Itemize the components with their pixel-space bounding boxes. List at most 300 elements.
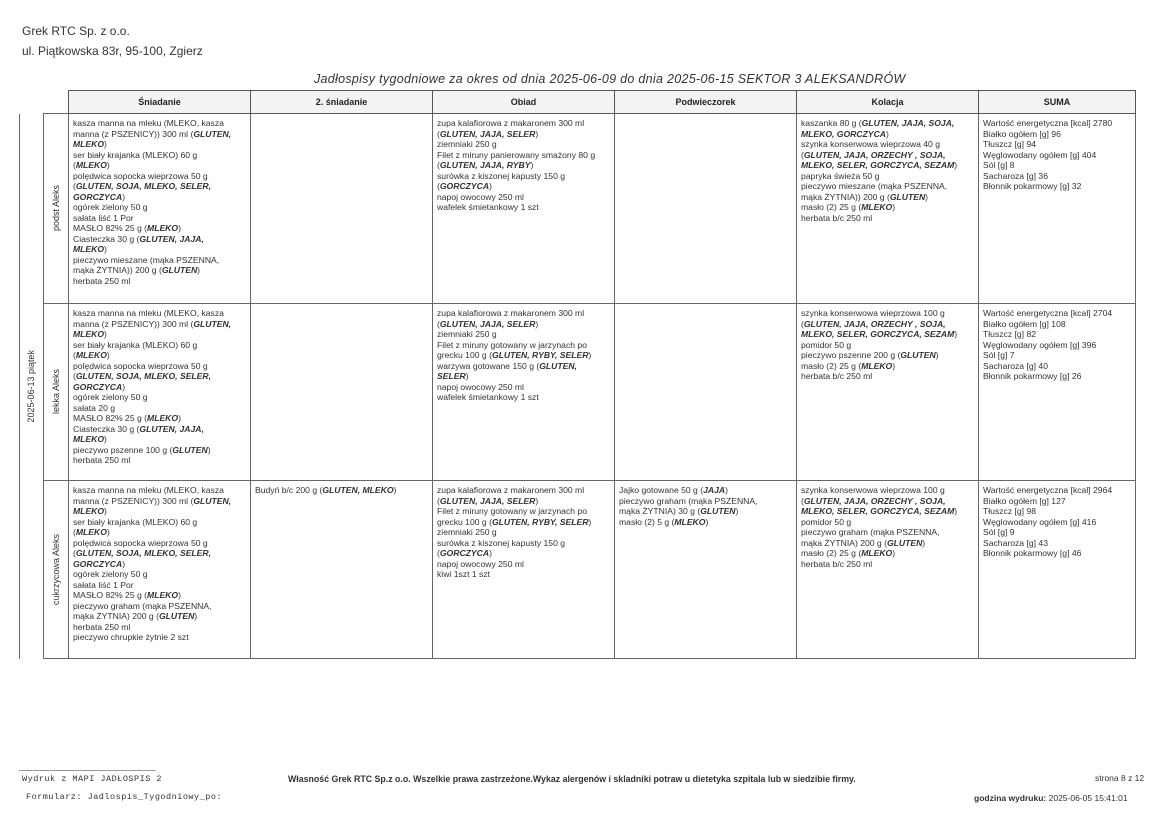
breakfast-cell [69,481,251,659]
menu-line [983,160,1131,171]
menu-line [73,361,246,372]
allergen-text: MLEKO, SELER, GORCZYCA, SEZAM [801,329,955,339]
item-text: sałata liść 1 Por [73,579,134,590]
item-text: ( [437,181,440,191]
menu-line [437,485,610,496]
menu-line [983,308,1131,319]
item-text: Białko ogółem [g] 127 [983,495,1066,506]
sum-cell [979,481,1136,659]
menu-line [983,171,1131,182]
item-text: kiwi 1szt 1 szt [437,569,491,579]
menu-line [73,213,246,224]
item-text: ) [735,506,739,516]
item-text: grecku 100 g ( [437,516,492,527]
item-text: Białko ogółem [g] 108 [983,318,1066,329]
allergen-text: MLEKO [73,506,105,516]
item-text: ( [437,318,440,329]
item-text: surówka z kiszonej kapusty 150 g [437,170,566,181]
item-text: mąka ŻYTNIA)) 200 g ( [73,265,162,275]
item-text: ) [725,485,728,495]
menu-line [73,403,246,414]
item-text: szynka konserwowa wieprzowa 100 g [801,485,945,495]
menu-line [73,139,246,150]
menu-line [73,255,246,266]
allergen-text: GLUTEN, JAJA, SELER [439,128,536,139]
menu-line [73,485,246,496]
item-text: Sacharoza [g] 40 [983,360,1048,371]
item-text: pieczywo graham (mąka PSZENNA, [801,527,940,537]
item-text: grecku 100 g ( [437,350,492,360]
menu-line [801,150,974,161]
item-text: ) [892,360,896,371]
item-text: ) [925,191,929,202]
menu-line [801,517,974,528]
item-text: Filet z miruny gotowany w jarzynach po [437,339,587,350]
menu-line [983,538,1131,549]
menu-line [73,129,246,140]
menu-line [437,329,610,340]
menu-line [983,548,1131,559]
item-text: polędwica sopocka wieprzowa 50 g [73,170,208,181]
item-text: pomidor 50 g [801,339,852,350]
footer-printout: Wydruk z MAPI JADŁOSPIS 2 [22,774,163,784]
item-text: napoj owocowy 250 ml [437,558,524,569]
item-text: ) [885,128,889,139]
menu-line [73,160,246,171]
second-breakfast-cell [251,481,433,659]
menu-line [73,527,246,538]
menu-line [437,139,610,150]
menu-line [983,181,1131,192]
item-text: mąka ŻYTNIA) 200 g ( [73,611,159,621]
menu-line [437,527,610,538]
item-text: ) [705,516,709,527]
item-text: ) [489,548,492,558]
menu-line [73,234,246,245]
menu-line [73,244,246,255]
diet-name-cell [44,114,69,304]
allergen-text: MLEKO [147,413,179,423]
allergen-text: GLUTEN [158,611,195,621]
menu-line [801,160,974,171]
menu-line [73,622,246,633]
item-text: masło (2) 25 g ( [801,360,862,371]
snack-cell [615,304,797,481]
print-time-value: 2025-06-05 15:41:01 [1048,793,1128,803]
allergen-text: GLUTEN, [193,128,232,139]
allergen-text: GLUTEN, [193,318,232,329]
item-text: Węglowodany ogółem [g] 404 [983,149,1097,160]
menu-line [437,118,610,129]
lunch-cell [433,481,615,659]
menu-line [73,445,246,456]
allergen-text: GLUTEN [700,506,736,516]
allergen-text: GLUTEN [161,265,198,275]
item-text: herbata 250 ml [73,455,131,465]
item-text: napoj owocowy 250 ml [437,191,524,202]
date-cell [20,114,44,659]
menu-line [983,496,1131,507]
footer-notice: Własność Grek RTC Sp.z o.o. Wszelkie prawa zastrzeżone.Wykaz alergenów i skladniki potraw u dietetyka szpitala lub w siedzibie firmy. [288,774,856,784]
menu-line [983,329,1131,340]
allergen-text: MLEKO [861,202,893,212]
item-text: masło (2) 25 g ( [801,202,862,212]
menu-line [437,129,610,140]
lunch-cell [433,304,615,481]
menu-line [619,506,792,517]
menu-line [983,118,1131,129]
allergen-text: MLEKO, SELER, GORCZYCA, SEZAM [801,160,955,170]
allergen-text: GLUTEN [172,444,208,455]
item-text: ( [437,548,440,558]
snack-cell [615,114,797,304]
allergen-text: GLUTEN, JAJA, SELER [439,318,536,329]
menu-line [73,548,246,559]
column-header-dinner: Kolacja [797,91,979,114]
menu-line [619,496,792,507]
item-text: pieczywo pszenne 100 g ( [73,444,173,455]
menu-line [983,506,1131,517]
item-text: ( [73,371,76,381]
allergen-text: GORCZYCA [439,181,490,191]
allergen-text: GLUTEN, JAJA, SELER [439,495,536,506]
allergen-text: GORCZYCA [439,548,490,558]
item-text: Sacharoza [g] 36 [983,170,1048,181]
company-address: ul. Piątkowska 83r, 95-100, Zgierz [22,44,203,58]
allergen-text: MLEKO [147,223,179,233]
menu-line [801,527,974,538]
menu-line [801,118,974,129]
item-text: Tłuszcz [g] 82 [983,329,1037,339]
menu-line [801,192,974,203]
item-text: ) [122,558,126,569]
menu-line [437,559,610,570]
item-text: ( [73,350,76,360]
allergen-text: MLEKO [73,244,105,254]
allergen-text: GLUTEN, SOJA, MLEKO, SELER, [75,181,211,191]
item-text: polędwica sopocka wieprzowa 50 g [73,537,208,548]
item-text: ser biały krajanka (MLEKO) 60 g [73,149,198,160]
menu-line [801,506,974,517]
menu-line [73,455,246,466]
menu-line [437,496,610,507]
allergen-text: GLUTEN, RYBY, SELER [491,350,589,360]
item-text: MASŁO 82% 25 g ( [73,590,148,600]
item-text: Ciasteczka 30 g ( [73,423,140,434]
menu-line [983,517,1131,528]
item-text: mąka ŻYTNIA) 200 g ( [801,537,887,548]
menu-line [437,202,610,213]
item-text: ( [801,495,804,506]
allergen-text: GLUTEN, RYBY, SELER [491,516,589,527]
item-text: kasza manna na mleku (MLEKO, kasza [73,485,224,495]
menu-line [801,213,974,224]
item-text: Błonnik pokarmowy [g] 32 [983,181,1082,191]
allergen-text: MLEKO [861,360,893,371]
item-text: pieczywo mieszane (mąka PSZENNA, [801,181,948,191]
item-text: pieczywo graham (mąka PSZENNA, [73,600,212,611]
menu-line [801,496,974,507]
menu-line [437,308,610,319]
menu-line [437,392,610,403]
item-text: ) [106,160,110,170]
menu-line [983,371,1131,382]
menu-line [73,434,246,445]
item-text: kaszanka 80 g ( [801,118,862,128]
item-text: MASŁO 82% 25 g ( [73,223,148,233]
item-text: Tłuszcz [g] 98 [983,506,1037,516]
allergen-text: MLEKO [75,160,107,170]
allergen-text: MLEKO [75,527,107,537]
item-text: MASŁO 82% 25 g ( [73,413,148,423]
allergen-text: GLUTEN, JAJA, ORZECHY , SOJA, [803,495,946,506]
menu-line [437,181,610,192]
item-text: Sól [g] 7 [983,350,1015,360]
item-text: manna (z PSZENICY)) 300 ml ( [73,318,194,329]
diet-name: cukrzycowa Aleks [50,533,61,606]
breakfast-cell [69,114,251,304]
item-text: ) [106,350,110,360]
menu-line [437,538,610,549]
item-text: ) [122,381,126,392]
allergen-text: GLUTEN, SOJA, MLEKO, SELER, [75,371,211,381]
menu-line [73,506,246,517]
item-text: ( [73,181,76,191]
menu-line [801,202,974,213]
menu-line [73,371,246,382]
item-text: surówka z kiszonej kapusty 150 g [437,537,566,548]
item-text: zupa kalafiorowa z makaronem 300 ml [437,485,585,495]
item-text: ) [935,350,939,360]
menu-line [73,192,246,203]
item-text: Węglowodany ogółem [g] 416 [983,516,1097,527]
menu-line [801,171,974,182]
page-number: strona 8 z 12 [1095,773,1145,783]
item-text: napoj owocowy 250 ml [437,381,524,392]
item-text: ) [106,527,110,537]
menu-line [801,350,974,361]
item-text: zupa kalafiorowa z makaronem 300 ml [437,308,585,318]
item-text: ) [104,329,107,339]
menu-line [437,171,610,182]
item-text: sałata liść 1 Por [73,212,134,223]
menu-line [437,350,610,361]
allergen-text: GLUTEN, JAJA, [139,423,204,434]
item-text: wafelek śmietankowy 1 szt [437,392,539,402]
allergen-text: MLEKO, GORCZYCA [801,128,886,139]
item-text: ) [178,590,181,600]
dinner-cell [797,304,979,481]
menu-line [801,371,974,382]
item-text: ser biały krajanka (MLEKO) 60 g [73,339,198,350]
page-title: Jadłospisy tygodniowe za okres od dnia 2025-06-09 do dnia 2025-06-15 SEKTOR 3 ALEKSANDRÓW [314,72,906,86]
menu-line [801,139,974,150]
menu-line [801,319,974,330]
item-text: masło (2) 5 g ( [619,516,675,527]
item-text: Wartość energetyczna [kcal] 2964 [983,485,1113,495]
menu-line [73,319,246,330]
allergen-text: GLUTEN [889,191,926,202]
item-text: ( [437,160,440,170]
item-text: Węglowodany ogółem [g] 396 [983,339,1097,350]
menu-line [73,601,246,612]
menu-line [437,517,610,528]
allergen-text: SELER [437,371,466,381]
item-text: ) [535,495,539,506]
item-text: manna (z PSZENICY)) 300 ml ( [73,495,194,506]
menu-line [983,527,1131,538]
item-text: sałata 20 g [73,402,116,413]
item-text: Sacharoza [g] 43 [983,537,1048,548]
allergen-text: MLEKO [147,590,179,600]
item-text: ) [393,485,397,495]
allergen-text: GLUTEN, JAJA, ORZECHY , SOJA, [803,149,946,160]
item-text: polędwica sopocka wieprzowa 50 g [73,360,208,371]
menu-line [437,569,610,580]
item-text: pieczywo pszenne 200 g ( [801,350,901,360]
item-text: Jajko gotowane 50 g ( [619,485,704,495]
item-text: herbata 250 ml [73,621,131,632]
menu-line [437,150,610,161]
menu-line [73,223,246,234]
item-text: ) [588,350,592,360]
column-header-lunch: Obiad [433,91,615,114]
diet-name-cell [44,304,69,481]
item-text: ) [104,139,107,149]
item-text: Budyń b/c 200 g ( [255,485,323,495]
item-text: kasza manna na mleku (MLEKO, kasza [73,118,224,128]
allergen-text: MLEKO [75,350,107,360]
diet-row [20,481,1136,659]
item-text: ) [922,537,926,548]
menu-line [73,265,246,276]
allergen-text: GLUTEN [886,537,923,548]
allergen-text: MLEKO [73,329,105,339]
column-header-sum: SUMA [979,91,1136,114]
menu-line [73,350,246,361]
menu-line [983,350,1131,361]
menu-line [437,160,610,171]
diet-name: lekka Aleks [50,369,61,415]
menu-line [73,559,246,570]
menu-line [73,496,246,507]
item-text: ziemniaki 250 g [437,139,497,149]
menu-line [73,382,246,393]
item-text: wafelek śmietankowy 1 szt [437,202,539,212]
item-text: herbata b/c 250 ml [801,212,873,223]
second-breakfast-cell [251,304,433,481]
menu-line [983,340,1131,351]
item-text: papryka świeża 50 g [801,170,880,181]
item-text: ) [954,329,958,339]
company-name: Grek RTC Sp. z o.o. [22,24,130,38]
item-text: ( [437,128,440,139]
allergen-text: GLUTEN, [193,495,232,506]
menu-line [73,424,246,435]
item-text: pieczywo graham (mąka PSZENNA, [619,495,758,506]
item-text: Sól [g] 8 [983,160,1015,170]
menu-line [73,118,246,129]
menu-line [801,361,974,372]
item-text: ) [489,181,492,191]
item-text: pieczywo mieszane (mąka PSZENNA, [73,254,220,265]
item-text: ) [892,548,896,558]
column-header-second-breakfast: 2. śniadanie [251,91,433,114]
diet-row [20,304,1136,481]
footer-rule [19,770,156,771]
item-text: pomidor 50 g [801,516,852,527]
menu-line [983,150,1131,161]
diet-name-cell [44,481,69,659]
allergen-text: MLEKO [674,516,706,527]
menu-line [801,340,974,351]
menu-line [983,139,1131,150]
header-row [20,91,1136,114]
menu-line [437,319,610,330]
item-text: ) [104,506,107,516]
menu-line [73,538,246,549]
item-text: Sól [g] 9 [983,527,1015,537]
allergen-text: GLUTEN, JAJA, ORZECHY , SOJA, [803,318,946,329]
footer-form: Formularz: Jadlospis_Tygodniowy_po: [26,792,223,802]
menu-table [19,90,1136,659]
item-text: zupa kalafiorowa z makaronem 300 ml [437,118,585,128]
snack-cell [615,481,797,659]
item-text: ) [104,244,107,254]
allergen-text: MLEKO [861,548,893,558]
menu-line [437,371,610,382]
allergen-text: GLUTEN, SOJA, MLEKO, SELER, [75,548,211,558]
sum-cell [979,114,1136,304]
item-text: ziemniaki 250 g [437,527,497,537]
allergen-text: MLEKO [73,434,105,444]
item-text: ( [73,160,76,170]
menu-line [983,129,1131,140]
item-text: Ciasteczka 30 g ( [73,233,140,244]
allergen-text: GLUTEN, JAJA, SOJA, [861,118,955,128]
item-text: Filet z miruny panierowany smażony 80 g [437,149,596,160]
print-time [974,793,1128,803]
menu-line [73,329,246,340]
menu-line [73,181,246,192]
allergen-text: GLUTEN, JAJA, [139,233,204,244]
item-text: ) [465,371,469,381]
menu-line [73,569,246,580]
item-text: Filet z miruny gotowany w jarzynach po [437,506,587,516]
item-text: ) [122,191,126,202]
item-text: mąka ŻYTNIA) 30 g ( [619,506,701,516]
item-text: ( [437,495,440,506]
menu-line [801,548,974,559]
menu-line [983,485,1131,496]
menu-line [255,485,428,496]
dinner-cell [797,114,979,304]
allergen-text: GORCZYCA [73,191,123,202]
menu-line [801,129,974,140]
menu-line [73,517,246,528]
diet-name: podst Aleks [50,185,61,232]
menu-line [801,308,974,319]
item-text: Wartość energetyczna [kcal] 2780 [983,118,1113,128]
item-text: mąka ŻYTNIA)) 200 g ( [801,191,890,202]
item-text: warzywa gotowane 150 g ( [437,360,540,371]
menu-line [437,382,610,393]
item-text: pieczywo chrupkie żytnie 2 szt [73,632,189,642]
item-text: herbata 250 ml [73,275,131,286]
menu-line [801,538,974,549]
item-text: szynka konserwowa wieprzowa 100 g [801,308,945,318]
menu-line [801,181,974,192]
